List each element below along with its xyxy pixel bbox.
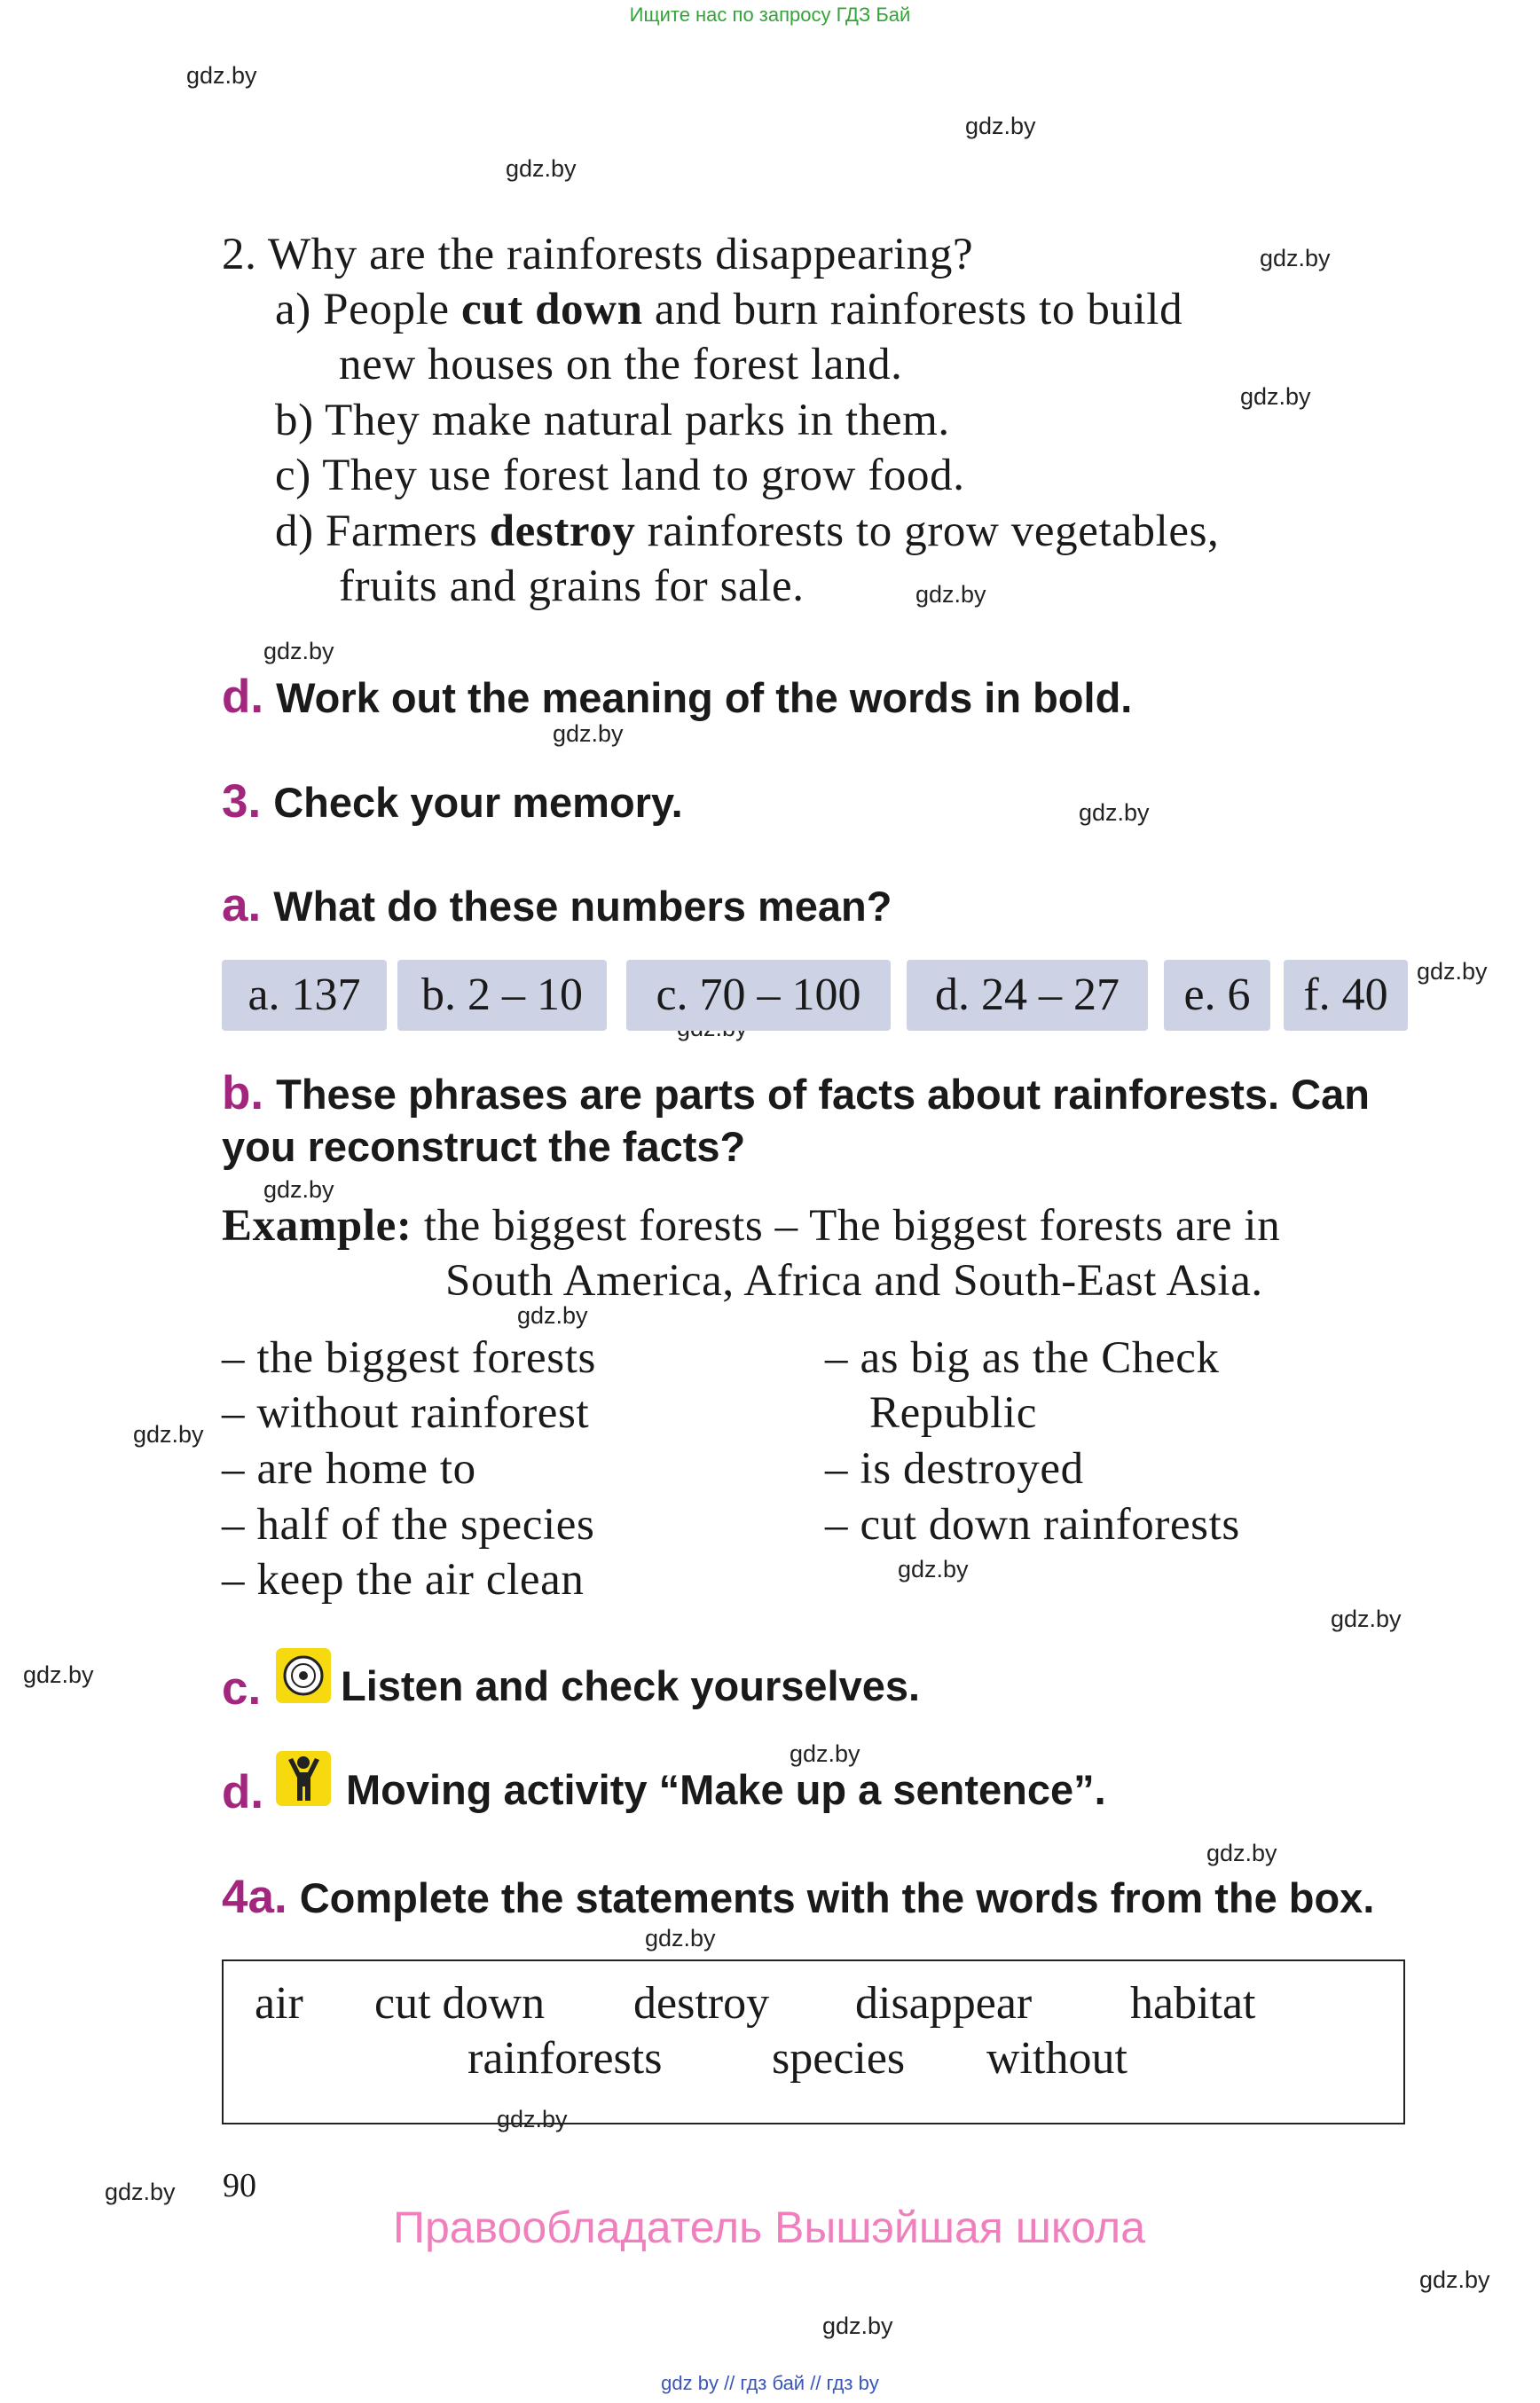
watermark: gdz.by (553, 720, 624, 747)
phrase-item: – the biggest forests (222, 1333, 596, 1383)
task-letter: d. (222, 1766, 264, 1818)
phrase-item: – half of the species (222, 1500, 595, 1550)
option-b: b) They make natural parks in them. (275, 396, 950, 445)
task-letter: 4a. (222, 1871, 287, 1923)
box-word: habitat (1130, 1978, 1256, 2029)
number-chip: f. 40 (1284, 960, 1408, 1031)
watermark: gdz.by (1260, 245, 1331, 271)
example-line-cont: South America, Africa and South-East Asia. (445, 1256, 1263, 1306)
box-word: air (255, 1978, 303, 2029)
task-3b-heading: b. These phrases are parts of facts about rainforests. Can (222, 1067, 1370, 1119)
watermark: gdz.by (1206, 1840, 1277, 1866)
option-d: d) Farmers destroy rainforests to grow vegetables, (275, 507, 1220, 556)
phrase-item: – as big as the Check (825, 1333, 1220, 1383)
box-word: destroy (633, 1978, 770, 2029)
option-c: c) They use forest land to grow food. (275, 451, 965, 500)
watermark: gdz.by (133, 1421, 204, 1448)
watermark: gdz.by (1079, 799, 1150, 826)
number-chip: d. 24 – 27 (907, 960, 1148, 1031)
watermark: gdz.by (915, 581, 986, 608)
example-line: Example: the biggest forests – The biggest forests are in (222, 1201, 1281, 1251)
task-letter: a. (222, 879, 262, 931)
phrase-item: – keep the air clean (222, 1555, 585, 1605)
watermark: gdz.by (263, 1176, 334, 1203)
top-search-note: Ищите нас по запросу ГДЗ Бай (629, 4, 911, 26)
task-d-heading: d. Work out the meaning of the words in bold. (222, 671, 1133, 723)
watermark: gdz.by (23, 1661, 94, 1688)
watermark: gdz.by (822, 2313, 893, 2339)
cd-icon (276, 1648, 331, 1703)
watermark: gdz.by (1331, 1606, 1402, 1632)
task-letter: 3. (222, 775, 262, 828)
watermark: gdz.by (506, 155, 577, 182)
task-letter: b. (222, 1067, 264, 1119)
option-a: a) People cut down and burn rainforests to build (275, 285, 1183, 334)
bold-word: cut down (460, 285, 643, 334)
phrase-item: – cut down rainforests (825, 1500, 1240, 1550)
watermark: gdz.by (1240, 383, 1311, 410)
copyright-line: Правообладатель Вышэйшая школа (393, 2203, 1145, 2252)
page-number: 90 (223, 2167, 256, 2204)
task-3c-text: Listen and check yourselves. (341, 1662, 921, 1709)
watermark: gdz.by (497, 2106, 568, 2132)
footer-links[interactable]: gdz by // гдз бай // гдз by (661, 2372, 879, 2394)
task-3a-heading: a. What do these numbers mean? (222, 879, 892, 931)
watermark: gdz.by (965, 113, 1036, 139)
person-icon (276, 1751, 331, 1806)
watermark: gdz.by (1419, 2266, 1490, 2293)
task-3d-text: Moving activity “Make up a sentence”. (346, 1766, 1106, 1813)
task-3b-heading-cont: you reconstruct the facts? (222, 1123, 746, 1170)
phrase-item: – are home to (222, 1444, 476, 1494)
watermark: gdz.by (645, 1925, 716, 1951)
option-d-cont: fruits and grains for sale. (339, 561, 805, 611)
box-word: cut down (374, 1978, 546, 2029)
question-2-title: 2. Why are the rainforests disappearing? (222, 230, 974, 279)
watermark: gdz.by (263, 638, 334, 664)
box-word: rainforests (468, 2033, 663, 2084)
watermark: gdz.by (105, 2179, 176, 2205)
phrase-item: – without rainforest (222, 1388, 590, 1438)
task-letter: d. (222, 671, 264, 723)
phrase-item-cont: Republic (869, 1388, 1037, 1438)
watermark: gdz.by (186, 62, 257, 89)
number-chip: a. 137 (222, 960, 387, 1031)
watermark: gdz.by (790, 1740, 860, 1767)
example-label: Example: (222, 1201, 412, 1251)
number-chip: e. 6 (1164, 960, 1270, 1031)
number-chip: b. 2 – 10 (397, 960, 607, 1031)
option-a-cont: new houses on the forest land. (339, 340, 903, 389)
word-box (222, 1959, 1405, 2124)
task-letter: c. (222, 1662, 262, 1715)
watermark: gdz.by (898, 1556, 969, 1582)
box-word: species (772, 2033, 906, 2084)
task-3-heading: 3. Check your memory. (222, 775, 683, 828)
phrase-item: – is destroyed (825, 1444, 1084, 1494)
number-chip: c. 70 – 100 (626, 960, 891, 1031)
task-4a-heading: 4a. Complete the statements with the words from the box. (222, 1871, 1375, 1923)
watermark: gdz.by (517, 1302, 588, 1329)
bold-word: destroy (489, 507, 636, 556)
box-word: disappear (855, 1978, 1033, 2029)
watermark: gdz.by (1417, 958, 1488, 985)
box-word: without (986, 2033, 1128, 2084)
